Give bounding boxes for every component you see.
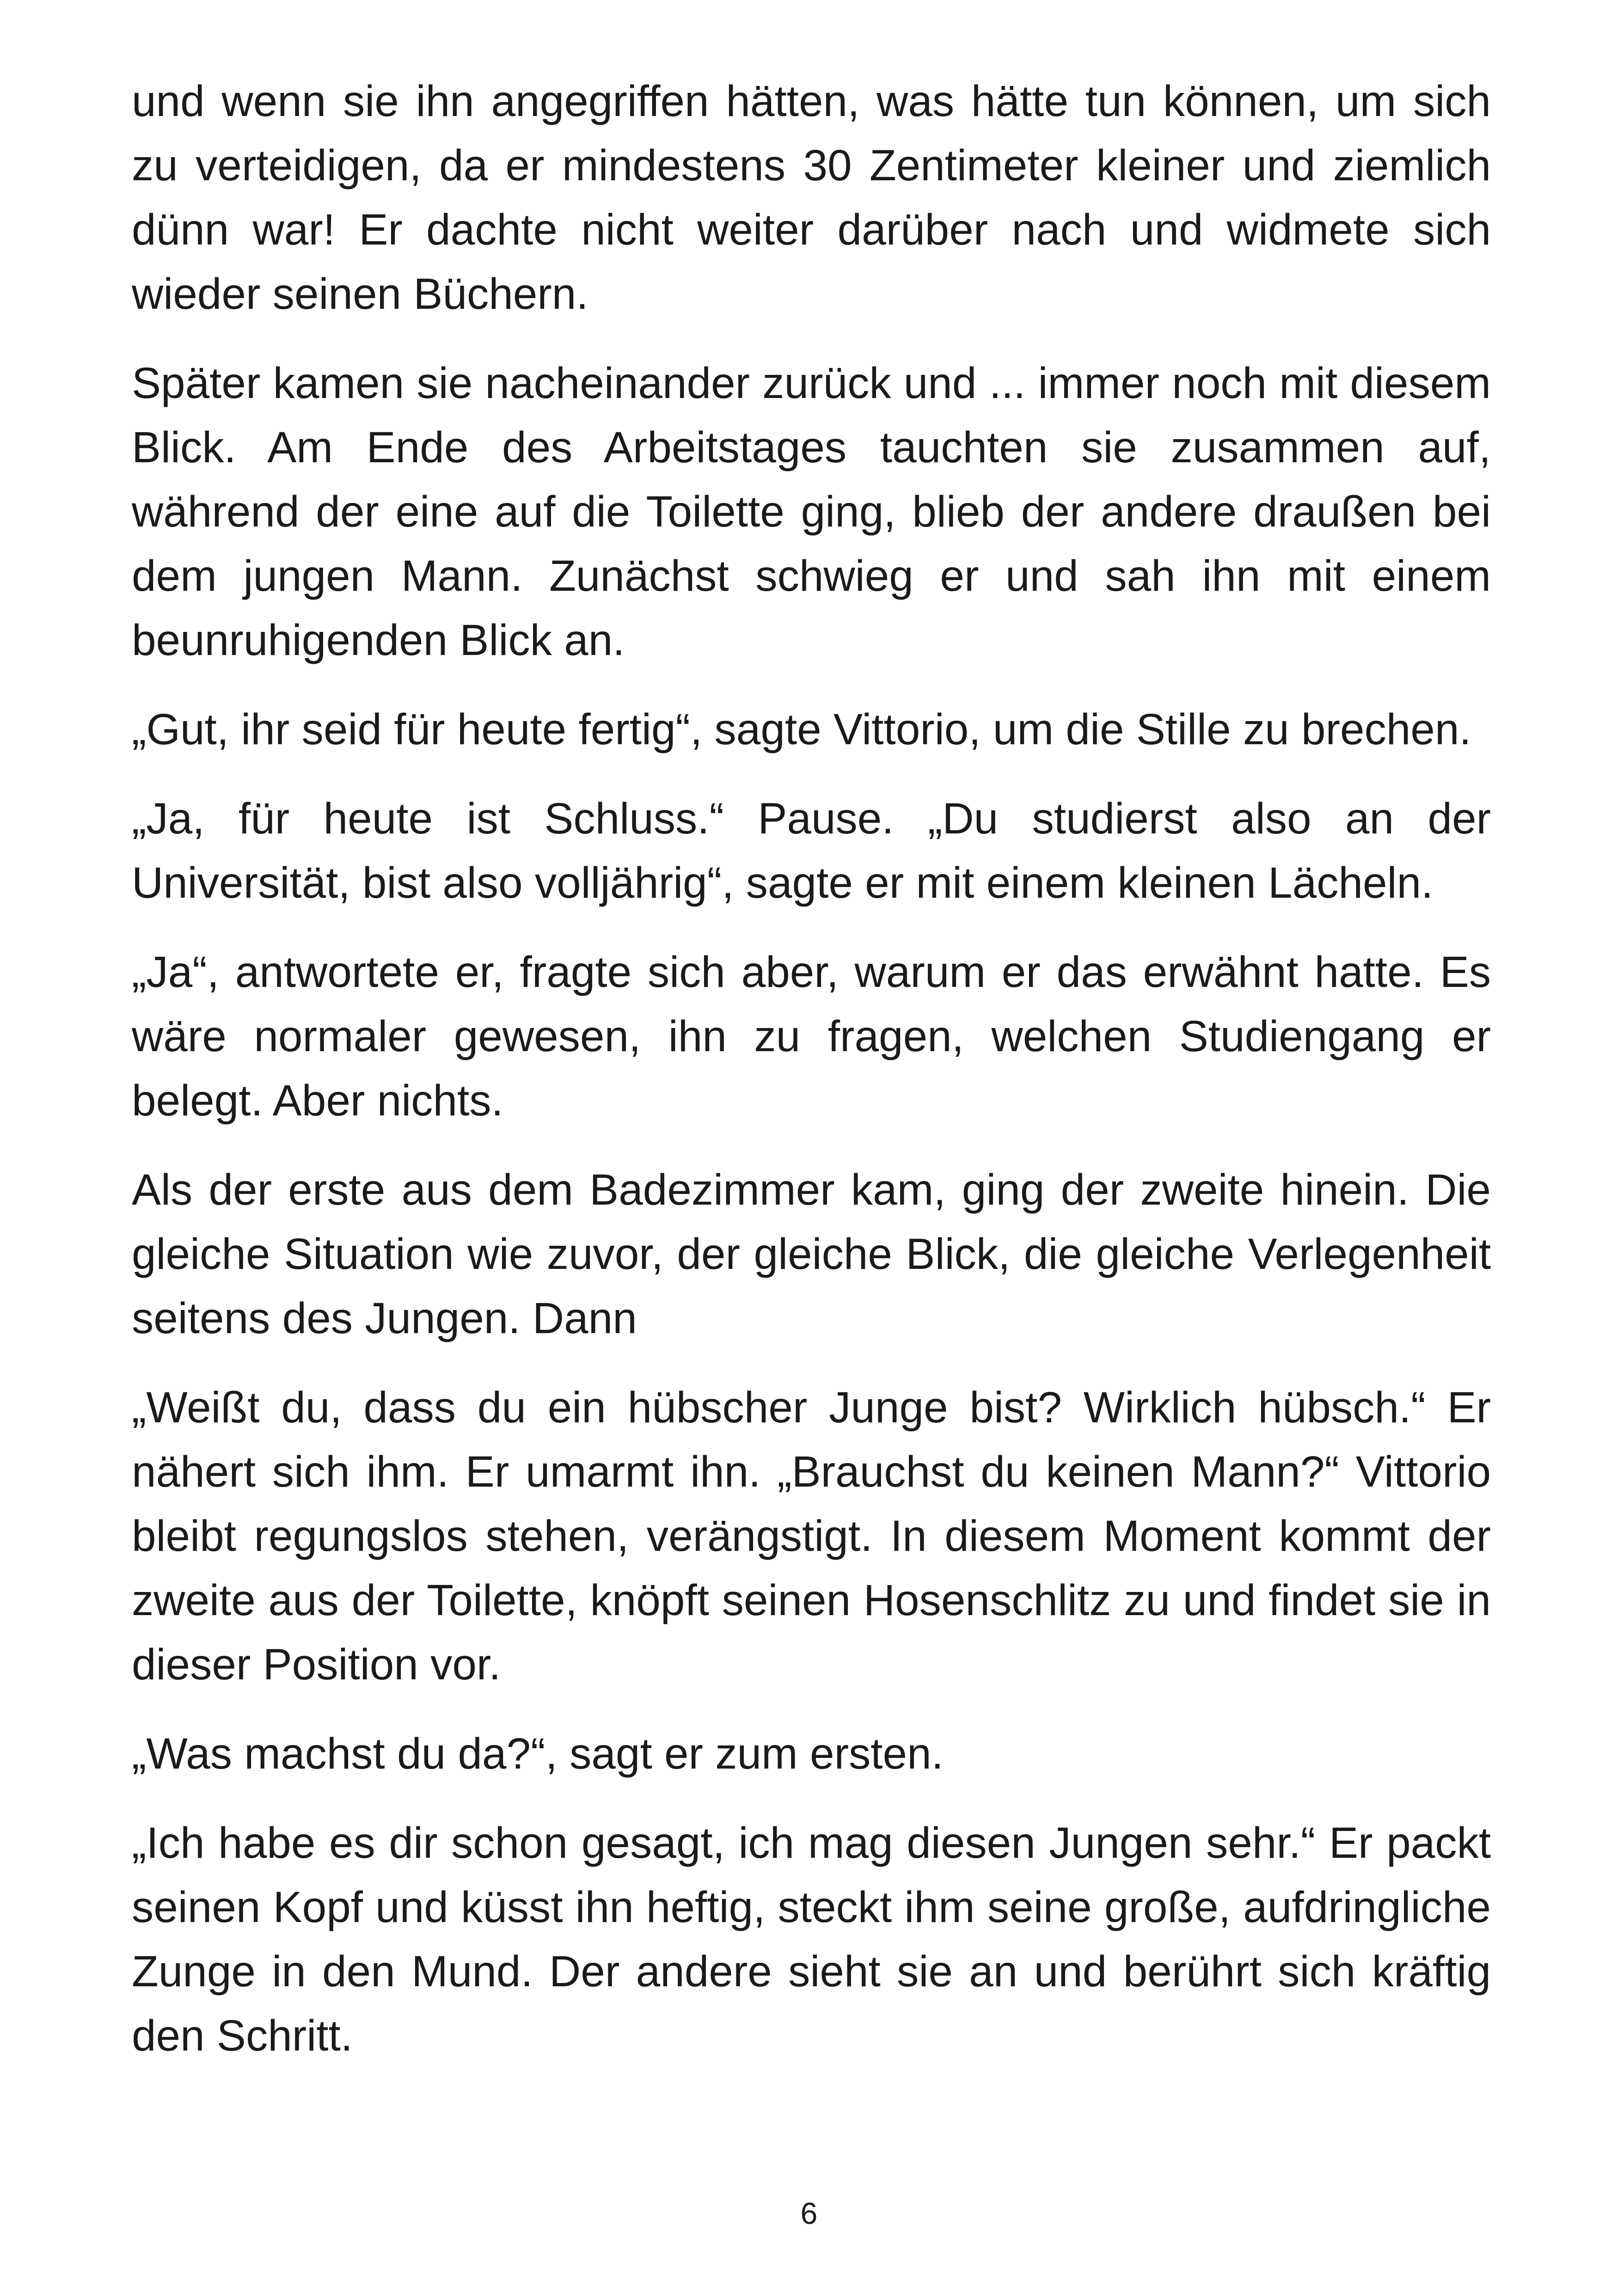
paragraph-7: „Weißt du, dass du ein hübscher Junge bist? Wirklich hübsch.“ Er nähert sich ihm. Er umarmt ihn. „Brauchst du keinen Mann?“ Vittorio bleibt regungslos stehen, verängstigt. In diesem Moment kommt der zweite aus der Toilette, knöpft seinen Hosenschlitz zu und findet sie in dieser Position vor. (132, 1383, 1491, 1689)
paragraph-8: „Was machst du da?“, sagt er zum ersten. (132, 1729, 944, 1778)
paragraph-6: Als der erste aus dem Badezimmer kam, ging der zweite hinein. Die gleiche Situation wie zuvor, der gleiche Blick, die gleiche Verlegenheit seitens des Jungen. Dann (132, 1165, 1491, 1343)
paragraph-1: und wenn sie ihn angegriffen hätten, was hätte tun können, um sich zu verteidigen, da er mindestens 30 Zentimeter kleiner und ziemlich dünn war! Er dachte nicht weiter darüber nach und widmete sich wieder seinen Büchern. (132, 77, 1491, 318)
page-number: 6 (800, 2196, 818, 2230)
page-body (132, 69, 1491, 2093)
paragraph-9: „Ich habe es dir schon gesagt, ich mag diesen Jungen sehr.“ Er packt seinen Kopf und küsst ihn heftig, steckt ihm seine große, aufdringliche Zunge in den Mund. Der andere sieht sie an und berührt sich kräftig den Schritt. (132, 1818, 1491, 2060)
paragraph-4: „Ja, für heute ist Schluss.“ Pause. „Du studierst also an der Universität, bist also volljährig“, sagte er mit einem kleinen Lächeln. (132, 794, 1491, 907)
paragraph-3: „Gut, ihr seid für heute fertig“, sagte Vittorio, um die Stille zu brechen. (132, 705, 1471, 754)
paragraph-5: „Ja“, antwortete er, fragte sich aber, warum er das erwähnt hatte. Es wäre normaler gewesen, ihn zu fragen, welchen Studiengang er belegt. Aber nichts. (132, 948, 1491, 1125)
paragraph-2: Später kamen sie nacheinander zurück und ... immer noch mit diesem Blick. Am Ende des Arbeitstages tauchten sie zusammen auf, während der eine auf die Toilette ging, blieb der andere draußen bei dem jungen Mann. Zunächst schwieg er und sah ihn mit einem beunruhigenden Blick an. (132, 359, 1491, 665)
